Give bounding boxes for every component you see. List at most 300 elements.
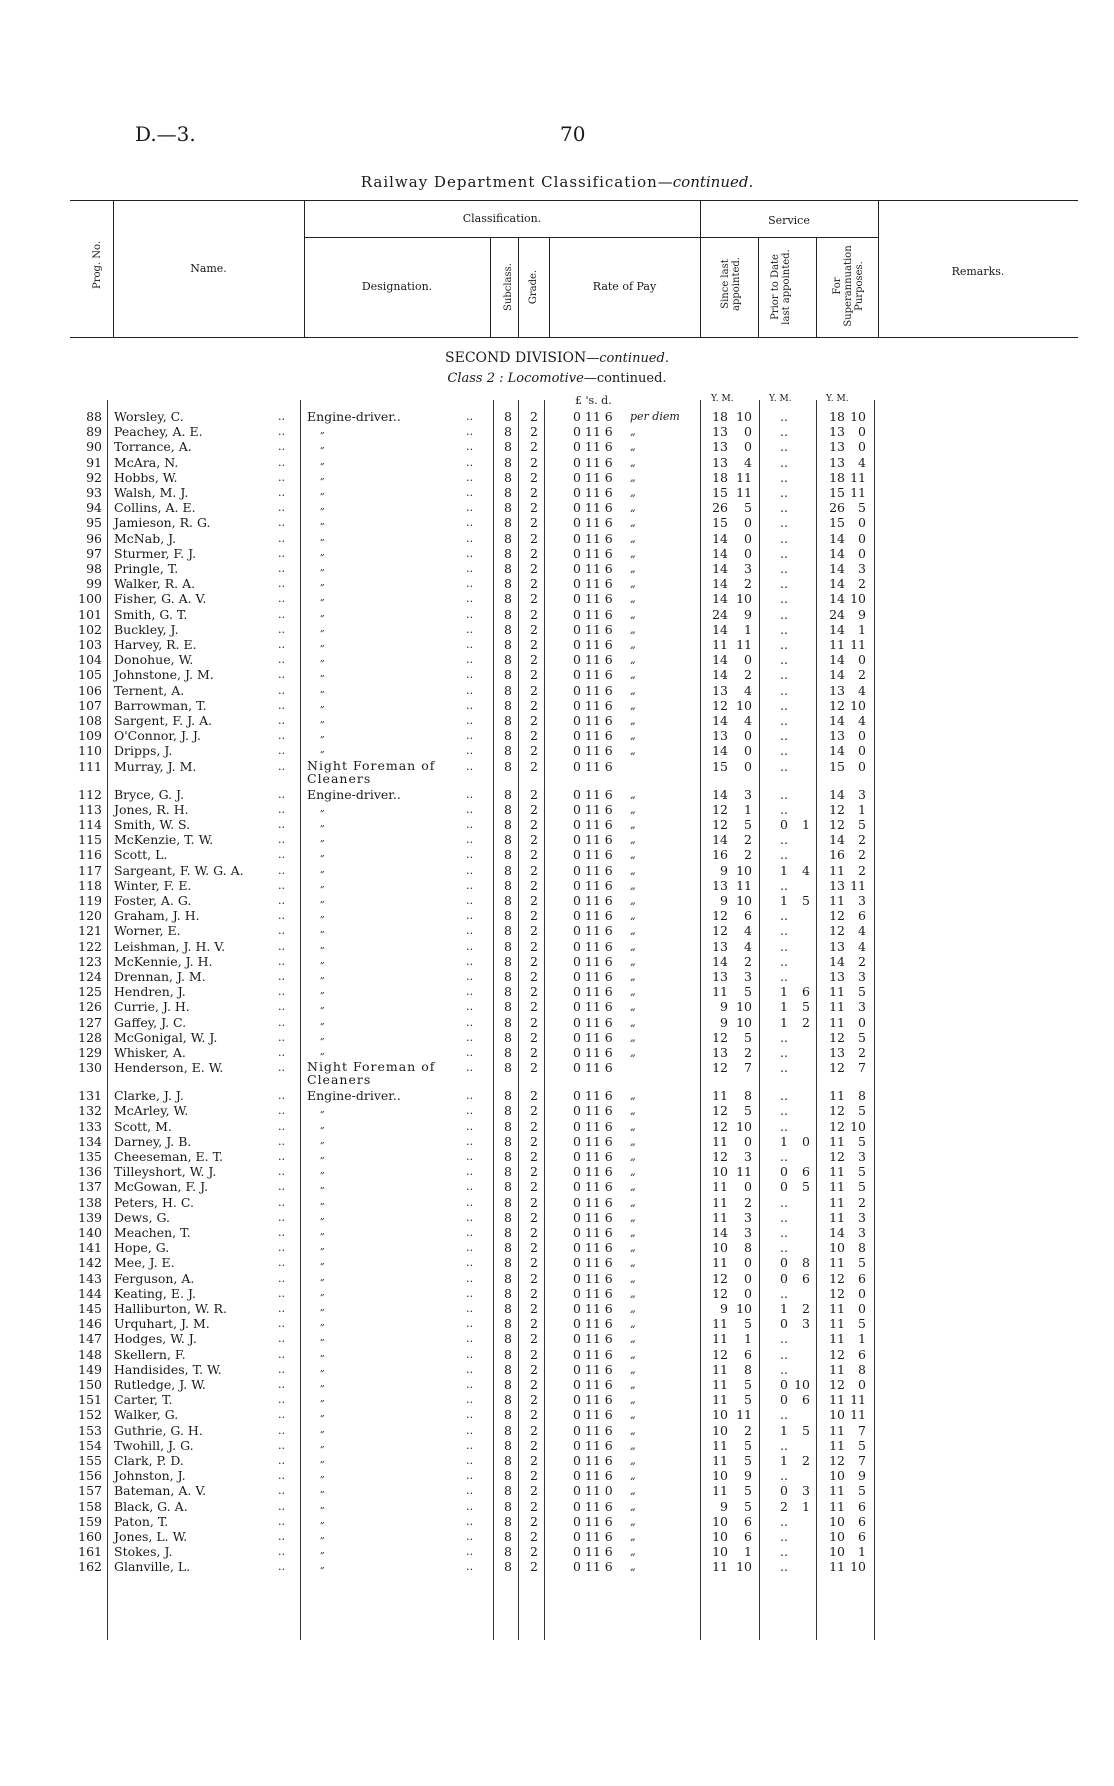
row-super-years: 13 xyxy=(829,877,845,893)
row-prog-no: 155 xyxy=(78,1453,102,1468)
row-rate-unit: „ xyxy=(630,1271,636,1285)
row-super-years: 11 xyxy=(829,862,845,878)
table-row xyxy=(0,1331,1114,1346)
leader-dots: .. xyxy=(278,818,285,831)
leader-dots: .. xyxy=(278,1195,285,1209)
row-grade: 2 xyxy=(530,469,538,485)
row-prog-no: 105 xyxy=(78,667,102,683)
row-designation: „ xyxy=(320,1287,325,1298)
row-rate-unit: „ xyxy=(630,909,636,923)
leader-dots: .. xyxy=(278,440,285,454)
row-rate-unit: „ xyxy=(630,1119,636,1133)
row-grade: 2 xyxy=(530,758,538,774)
leader-dots: .. xyxy=(466,1150,473,1163)
row-since-years: 9 xyxy=(720,1301,728,1316)
table-row xyxy=(0,1149,1114,1164)
row-rate-unit: „ xyxy=(630,1302,636,1315)
row-designation: „ xyxy=(320,1257,325,1268)
row-rate-unit: „ xyxy=(630,744,636,758)
row-subclass: 8 xyxy=(504,817,512,832)
table-row xyxy=(0,667,1114,682)
leader-dots: .. xyxy=(466,1119,473,1133)
row-grade: 2 xyxy=(530,1255,538,1271)
row-designation: „ xyxy=(320,593,325,604)
leader-dots: .. xyxy=(278,1362,285,1376)
row-since-years: 10 xyxy=(712,1407,728,1423)
row-rate: 0 11 6 xyxy=(573,1133,613,1149)
row-since-months: 0 xyxy=(744,758,752,774)
row-prior-years: .. xyxy=(780,969,788,984)
division-title xyxy=(0,350,1114,366)
row-since-months: 2 xyxy=(744,667,752,683)
row-super-years: 13 xyxy=(829,682,845,698)
row-subclass: 8 xyxy=(504,1316,512,1332)
table-row xyxy=(0,743,1114,758)
row-rate-unit: „ xyxy=(630,1104,636,1118)
row-rate: 0 11 6 xyxy=(573,469,613,485)
row-rate-unit: „ xyxy=(630,1438,636,1452)
row-name: Cheeseman, E. T. xyxy=(114,1149,224,1164)
row-designation: „ xyxy=(320,971,325,981)
row-subclass: 8 xyxy=(504,652,512,668)
row-prog-no: 161 xyxy=(78,1544,102,1560)
row-prog-no: 111 xyxy=(78,758,102,774)
row-super-years: 13 xyxy=(829,969,845,984)
row-subclass: 8 xyxy=(504,1407,512,1423)
row-super-years: 14 xyxy=(829,786,845,802)
row-name: Dews, G. xyxy=(114,1209,170,1225)
row-super-years: 12 xyxy=(829,908,845,924)
row-since-years: 13 xyxy=(712,424,728,440)
row-since-months: 10 xyxy=(736,893,752,908)
row-designation: „ xyxy=(320,1047,325,1057)
row-since-years: 16 xyxy=(712,847,728,863)
row-rate-unit: „ xyxy=(630,1210,636,1224)
row-rate-unit: „ xyxy=(630,1347,636,1361)
row-prog-no: 112 xyxy=(78,786,102,802)
row-name: Guthrie, G. H. xyxy=(114,1422,203,1438)
row-rate: 0 11 6 xyxy=(573,667,613,683)
row-name: Clarke, J. J. xyxy=(114,1088,184,1104)
row-subclass: 8 xyxy=(504,1422,512,1438)
row-super-years: 11 xyxy=(829,637,845,652)
row-since-months: 10 xyxy=(736,1118,752,1134)
row-rate: 0 11 6 xyxy=(573,1544,613,1560)
row-name: Twohill, J. G. xyxy=(114,1437,194,1453)
row-rate: 0 11 6 xyxy=(573,1014,613,1030)
row-rate-unit: „ xyxy=(630,954,636,968)
row-prog-no: 116 xyxy=(78,847,102,863)
row-name: Bryce, G. J. xyxy=(114,786,185,802)
row-since-years: 14 xyxy=(712,1225,728,1240)
row-subclass: 8 xyxy=(504,1164,512,1180)
leader-dots: .. xyxy=(466,1545,473,1559)
row-super-years: 14 xyxy=(829,561,845,576)
leader-dots: .. xyxy=(278,954,285,968)
row-super-years: 11 xyxy=(829,999,845,1015)
row-subclass: 8 xyxy=(504,1088,512,1104)
row-designation: „ xyxy=(320,819,325,829)
row-since-months: 6 xyxy=(744,1529,752,1544)
leader-dots: .. xyxy=(466,1256,473,1270)
division-suffix: —continued. xyxy=(586,351,669,366)
row-super-years: 11 xyxy=(829,1164,845,1180)
row-subclass: 8 xyxy=(504,1498,512,1514)
row-subclass: 8 xyxy=(504,667,512,683)
row-super-years: 13 xyxy=(829,938,845,954)
row-prior-years: 0 xyxy=(780,1270,788,1286)
row-name: Glanville, L. xyxy=(114,1559,191,1575)
row-prior-years: .. xyxy=(780,728,788,744)
row-since-months: 9 xyxy=(744,1468,752,1484)
row-since-years: 10 xyxy=(712,1513,728,1529)
row-prior-months: 5 xyxy=(802,1179,810,1195)
row-designation: „ xyxy=(320,623,325,634)
row-since-months: 6 xyxy=(744,1513,752,1529)
row-grade: 2 xyxy=(530,545,538,561)
row-grade: 2 xyxy=(530,786,538,802)
row-grade: 2 xyxy=(530,817,538,832)
row-super-months: 0 xyxy=(858,530,866,546)
row-since-years: 13 xyxy=(712,969,728,984)
row-super-years: 11 xyxy=(829,1422,845,1438)
row-super-months: 6 xyxy=(858,1270,866,1286)
leader-dots: .. xyxy=(466,924,473,938)
row-rate-unit: „ xyxy=(630,970,636,983)
row-rate: 0 11 6 xyxy=(573,1361,613,1377)
row-super-years: 14 xyxy=(829,545,845,561)
row-since-years: 13 xyxy=(712,454,728,470)
row-rate-unit: „ xyxy=(630,470,636,484)
leader-dots: .. xyxy=(466,1000,473,1014)
row-since-years: 12 xyxy=(712,801,728,817)
row-prog-no: 89 xyxy=(86,424,102,440)
row-prog-no: 148 xyxy=(78,1346,102,1362)
leader-dots: .. xyxy=(466,683,473,697)
row-prior-months: 1 xyxy=(802,817,810,832)
row-prior-years: 0 xyxy=(780,1179,788,1195)
row-super-months: 5 xyxy=(858,1164,866,1180)
row-name: Graham, J. H. xyxy=(114,908,200,924)
row-since-years: 11 xyxy=(712,1392,728,1408)
table-row xyxy=(0,591,1114,606)
row-prior-months: 3 xyxy=(802,1483,810,1499)
row-rate: 0 11 6 xyxy=(573,621,613,637)
row-super-months: 8 xyxy=(858,1361,866,1377)
row-super-years: 13 xyxy=(829,454,845,470)
table-row xyxy=(0,817,1114,832)
row-prior-months: 8 xyxy=(802,1255,810,1271)
row-designation: „ xyxy=(320,879,325,890)
row-super-months: 5 xyxy=(858,984,866,1000)
row-since-years: 9 xyxy=(720,1014,728,1030)
row-subclass: 8 xyxy=(504,637,512,652)
row-designation: „ xyxy=(320,1166,325,1177)
row-grade: 2 xyxy=(530,862,538,878)
row-subclass: 8 xyxy=(504,938,512,954)
leader-dots: .. xyxy=(278,470,285,484)
leader-dots: .. xyxy=(466,501,473,515)
row-subclass: 8 xyxy=(504,500,512,516)
row-since-years: 13 xyxy=(712,877,728,893)
table-row xyxy=(0,1103,1114,1118)
leader-dots: .. xyxy=(466,970,473,983)
leader-dots: .. xyxy=(466,744,473,758)
row-subclass: 8 xyxy=(504,1544,512,1560)
row-since-months: 7 xyxy=(744,1060,752,1076)
row-prog-no: 124 xyxy=(78,969,102,984)
row-name: McArley, W. xyxy=(114,1103,189,1119)
row-super-months: 4 xyxy=(858,923,866,939)
row-super-years: 10 xyxy=(829,1240,845,1256)
row-rate-unit: „ xyxy=(630,562,636,575)
row-name: Worsley, C. xyxy=(114,409,184,424)
row-since-months: 4 xyxy=(744,923,752,939)
leader-dots: .. xyxy=(466,1286,473,1300)
division-name: SECOND DIVISION xyxy=(445,350,587,366)
row-rate-unit: „ xyxy=(630,894,636,907)
leader-dots: .. xyxy=(278,1302,285,1315)
row-rate-unit: „ xyxy=(630,1362,636,1376)
row-since-months: 5 xyxy=(744,1437,752,1453)
table-row xyxy=(0,1392,1114,1407)
header-prog-no: Prog. No. xyxy=(92,240,103,290)
row-rate-unit: „ xyxy=(630,683,636,697)
row-prior-years: .. xyxy=(780,832,788,848)
class-name: Locomotive xyxy=(507,371,584,386)
row-grade: 2 xyxy=(530,1437,538,1453)
row-grade: 2 xyxy=(530,667,538,683)
row-prior-years: .. xyxy=(780,697,788,713)
row-super-months: 11 xyxy=(850,1407,866,1423)
leader-dots: .. xyxy=(278,1530,285,1543)
row-name: Mee, J. E. xyxy=(114,1255,175,1271)
row-designation: „ xyxy=(320,532,325,543)
leader-dots: .. xyxy=(466,546,473,560)
row-grade: 2 xyxy=(530,500,538,516)
row-since-years: 12 xyxy=(712,1270,728,1286)
row-designation: „ xyxy=(320,834,325,845)
leader-dots: .. xyxy=(278,638,285,651)
row-name: Hobbs, W. xyxy=(114,469,178,485)
row-grade: 2 xyxy=(530,832,538,848)
row-rate-unit: „ xyxy=(630,668,636,682)
leader-dots: .. xyxy=(466,668,473,682)
row-rate-unit: „ xyxy=(630,425,636,439)
row-super-months: 5 xyxy=(858,500,866,516)
document-reference: D.—3. xyxy=(135,122,196,146)
table-row xyxy=(0,1164,1114,1179)
row-prog-no: 104 xyxy=(78,652,102,668)
header-rule-top xyxy=(70,200,1078,201)
row-grade: 2 xyxy=(530,1346,538,1362)
row-subclass: 8 xyxy=(504,576,512,592)
row-prior-years: 1 xyxy=(780,984,788,1000)
row-super-months: 1 xyxy=(858,621,866,637)
row-since-years: 10 xyxy=(712,1422,728,1438)
row-since-years: 12 xyxy=(712,923,728,939)
row-rate-unit: „ xyxy=(630,1469,636,1483)
leader-dots: .. xyxy=(278,1484,285,1498)
row-designation: „ xyxy=(320,1485,325,1496)
row-rate-unit: „ xyxy=(630,1378,636,1391)
row-rate: 0 11 6 xyxy=(573,969,613,984)
table-row xyxy=(0,500,1114,515)
row-since-years: 14 xyxy=(712,530,728,546)
leader-dots: .. xyxy=(278,714,285,727)
row-since-years: 11 xyxy=(712,1133,728,1149)
row-super-months: 2 xyxy=(858,576,866,592)
leader-dots: .. xyxy=(278,1560,285,1574)
leader-dots: .. xyxy=(278,410,285,423)
row-rate-unit: „ xyxy=(630,1030,636,1044)
row-name: Harvey, R. E. xyxy=(114,637,197,652)
row-prior-years: 1 xyxy=(780,893,788,908)
row-since-years: 11 xyxy=(712,1316,728,1332)
table-row xyxy=(0,1240,1114,1255)
row-since-years: 14 xyxy=(712,591,728,607)
row-grade: 2 xyxy=(530,1270,538,1286)
row-super-years: 10 xyxy=(829,1513,845,1529)
table-row xyxy=(0,1179,1114,1194)
row-name: Ferguson, A. xyxy=(114,1270,195,1286)
row-grade: 2 xyxy=(530,1422,538,1438)
row-subclass: 8 xyxy=(504,1468,512,1484)
row-rate-unit: „ xyxy=(630,1393,636,1407)
row-since-years: 24 xyxy=(712,606,728,622)
row-since-years: 10 xyxy=(712,1468,728,1484)
row-grade: 2 xyxy=(530,652,538,668)
row-subclass: 8 xyxy=(504,728,512,744)
row-name: Sargent, F. J. A. xyxy=(114,713,213,728)
table-row xyxy=(0,470,1114,485)
leader-dots: .. xyxy=(466,954,473,968)
row-designation: „ xyxy=(320,1439,325,1450)
row-since-months: 0 xyxy=(744,424,752,440)
page-title xyxy=(0,173,1114,191)
row-designation: „ xyxy=(320,608,325,619)
row-rate-unit: „ xyxy=(630,698,636,712)
row-prog-no: 142 xyxy=(78,1255,102,1271)
row-since-years: 12 xyxy=(712,908,728,924)
row-name: Sturmer, F. J. xyxy=(114,545,197,561)
row-prog-no: 88 xyxy=(86,409,102,424)
row-since-months: 5 xyxy=(744,1483,752,1499)
row-prior-months: 2 xyxy=(802,1014,810,1030)
row-since-years: 11 xyxy=(712,1437,728,1453)
row-super-years: 11 xyxy=(829,1301,845,1316)
leader-dots: .. xyxy=(278,939,285,953)
leader-dots: .. xyxy=(278,486,285,499)
row-prog-no: 132 xyxy=(78,1103,102,1119)
row-prog-no: 120 xyxy=(78,908,102,924)
row-name: Walker, G. xyxy=(114,1407,179,1423)
row-rate-unit: „ xyxy=(630,1423,636,1437)
row-prog-no: 114 xyxy=(78,817,102,832)
row-since-months: 10 xyxy=(736,862,752,878)
row-super-years: 12 xyxy=(829,1060,845,1076)
row-super-years: 12 xyxy=(829,1453,845,1468)
row-rate: 0 11 6 xyxy=(573,728,613,744)
row-super-months: 4 xyxy=(858,682,866,698)
row-prog-no: 160 xyxy=(78,1529,102,1544)
row-name: Halliburton, W. R. xyxy=(114,1301,227,1316)
row-super-months: 11 xyxy=(850,1392,866,1408)
row-name: Henderson, E. W. xyxy=(114,1060,224,1076)
row-since-years: 9 xyxy=(720,862,728,878)
row-subclass: 8 xyxy=(504,1513,512,1529)
row-subclass: 8 xyxy=(504,1149,512,1164)
table-row xyxy=(0,576,1114,591)
row-since-years: 14 xyxy=(712,652,728,668)
row-prior-years: 1 xyxy=(780,1422,788,1438)
row-prog-no: 133 xyxy=(78,1118,102,1134)
leader-dots: .. xyxy=(466,1560,473,1574)
row-grade: 2 xyxy=(530,409,538,424)
row-super-years: 14 xyxy=(829,713,845,728)
row-subclass: 8 xyxy=(504,682,512,698)
leader-dots: .. xyxy=(466,1241,473,1255)
row-prior-years: .. xyxy=(780,682,788,698)
row-rate-unit: „ xyxy=(630,440,636,454)
table-row xyxy=(0,1059,1114,1088)
row-super-years: 11 xyxy=(829,1255,845,1271)
row-since-years: 12 xyxy=(712,1346,728,1362)
row-name: Peters, H. C. xyxy=(114,1194,194,1210)
row-since-months: 2 xyxy=(744,576,752,592)
row-since-months: 2 xyxy=(744,832,752,848)
leader-dots: .. xyxy=(278,1347,285,1361)
row-designation: „ xyxy=(320,1031,325,1042)
row-super-months: 5 xyxy=(858,1483,866,1499)
row-super-months: 2 xyxy=(858,862,866,878)
row-rate: 0 11 6 xyxy=(573,439,613,455)
leader-dots: .. xyxy=(278,970,285,983)
row-prior-years: .. xyxy=(780,1544,788,1560)
row-subclass: 8 xyxy=(504,454,512,470)
row-prior-months: 5 xyxy=(802,999,810,1015)
leader-dots: .. xyxy=(278,1332,285,1346)
row-rate-unit: „ xyxy=(630,1195,636,1209)
leader-dots: .. xyxy=(278,1256,285,1270)
row-since-months: 11 xyxy=(736,1164,752,1180)
header-name: Name. xyxy=(190,262,227,275)
leader-dots: .. xyxy=(278,622,285,636)
leader-dots: .. xyxy=(466,486,473,499)
row-prior-years: .. xyxy=(780,847,788,863)
row-prior-years: .. xyxy=(780,1088,788,1104)
row-super-years: 11 xyxy=(829,1559,845,1575)
page-number: 70 xyxy=(560,122,586,146)
row-super-months: 2 xyxy=(858,667,866,683)
row-grade: 2 xyxy=(530,1088,538,1104)
row-grade: 2 xyxy=(530,1468,538,1484)
row-prog-no: 159 xyxy=(78,1513,102,1529)
leader-dots: .. xyxy=(466,698,473,712)
row-prior-months: 6 xyxy=(802,1392,810,1408)
leader-dots: .. xyxy=(278,1015,285,1029)
leader-dots: .. xyxy=(466,577,473,591)
row-rate-unit: „ xyxy=(630,729,636,743)
row-prior-months: 1 xyxy=(802,1498,810,1514)
row-rate: 0 11 6 xyxy=(573,1316,613,1332)
row-super-months: 2 xyxy=(858,953,866,969)
row-super-months: 0 xyxy=(858,545,866,561)
row-since-years: 12 xyxy=(712,1060,728,1076)
row-since-months: 11 xyxy=(736,485,752,500)
table-row xyxy=(0,832,1114,847)
row-grade: 2 xyxy=(530,439,538,455)
